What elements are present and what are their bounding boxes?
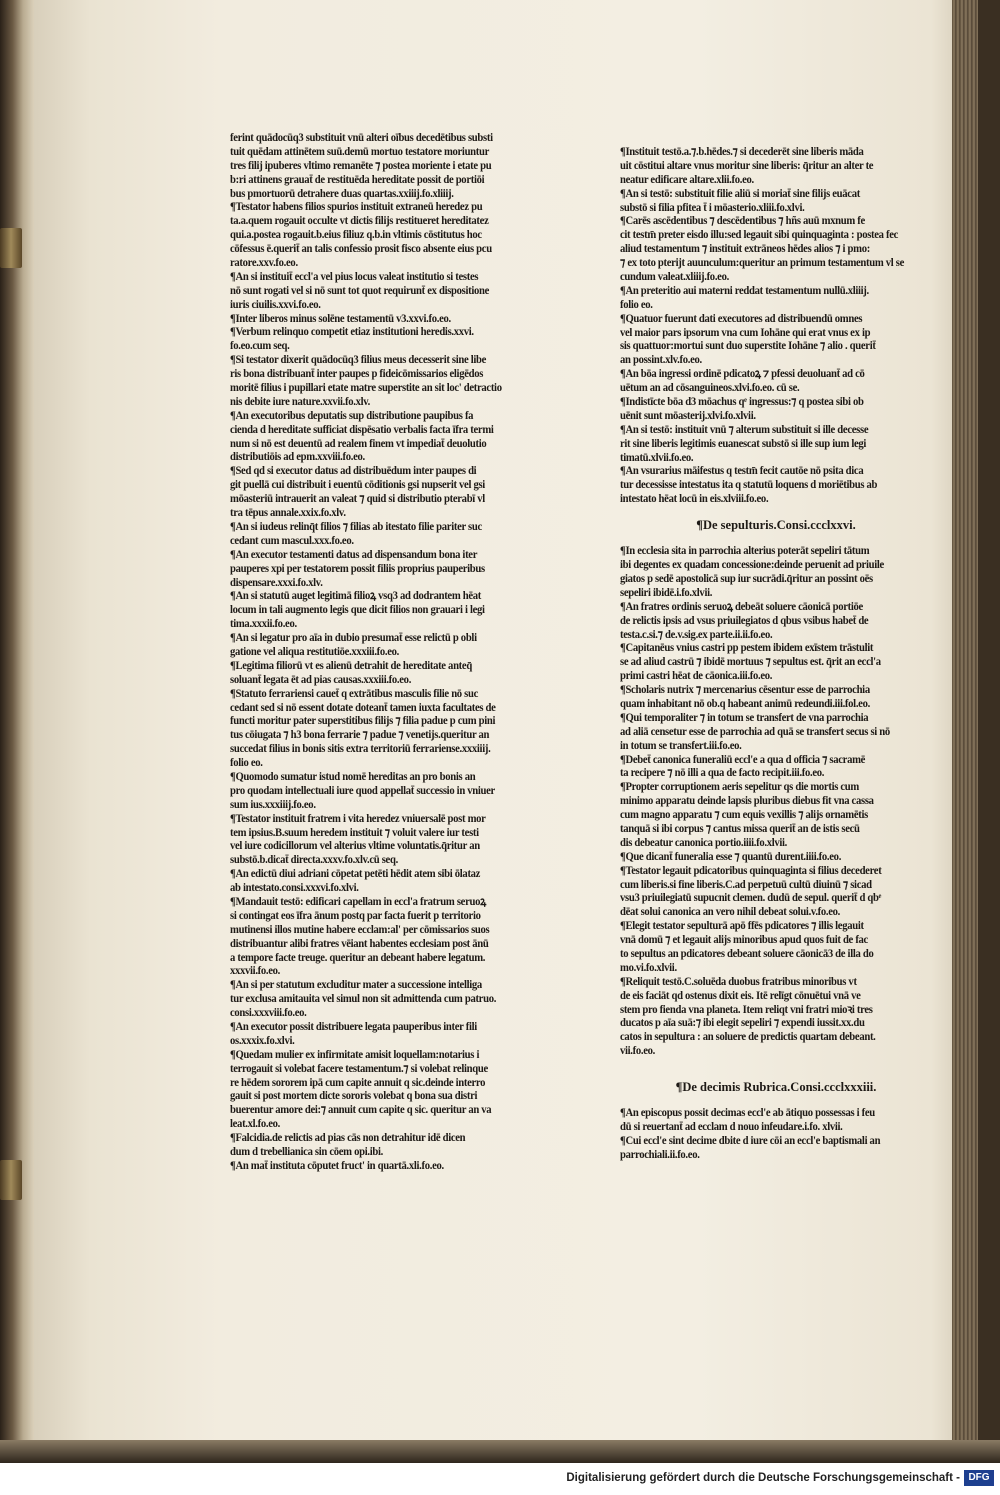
text-line: cundum valeat.xliiij.fo.eo. <box>620 270 729 284</box>
left-text-column <box>230 131 542 1173</box>
text-line: minimo apparatu deinde lapsis pluribus diebus fit vna cassa <box>620 794 874 808</box>
text-line: ¶Capitanēus vnius castri pp pestem ibidem exīstem trāstulit <box>620 641 874 655</box>
text-line: stem pro fienda vna planeta. Item reliqt vni fratri mioꝛi tres <box>620 1002 873 1016</box>
text-line: soluant̄ legata ēt ad pias causas.xxxiii.fo.eo. <box>230 672 412 686</box>
text-line: se ad aliud castrū ⁊ ibidē mortuus ⁊ sepultus est. q̄rit an eccl'a <box>620 655 881 669</box>
text-line: gauit si post mortem dicte sororis volebat q bona sua distri <box>230 1089 478 1103</box>
text-line: ¶Instituit testō.a.⁊.b.hēdes.⁊ si decederēt sine liberis māda <box>620 145 864 158</box>
text-line: folio eo. <box>230 756 263 770</box>
text-line: ¶An executor testamenti datus ad dispensandum bona iter <box>230 547 478 561</box>
section-decimis <box>620 1106 932 1162</box>
text-line: ¶Reliquit testō.C.soluēda duobus fratribus minoribus vt <box>620 974 857 988</box>
text-line: uētum an ad cōsanguineos.xlvi.fo.eo. cū se. <box>620 381 800 395</box>
right-text-column <box>620 145 932 1162</box>
text-line: pauperes xpi per testatorem possit filiis proprius pauperibus <box>230 561 485 575</box>
text-line: sum ius.xxxiiij.fo.eo. <box>230 797 316 811</box>
text-line: ¶An vsurarius māifestus q testm̄ fecit cautōe nō psita dica <box>620 464 864 478</box>
text-line: ¶An episcopus possit decimas eccl'e ab ātiquo possessas i feu <box>620 1106 875 1120</box>
section-testaments <box>620 145 932 506</box>
dfg-logo: DFG <box>964 1470 994 1486</box>
text-line: b:ri attinens grauat̄ de restituēda hereditate possit de portiōi <box>230 172 485 186</box>
footer-credit: Digitalisierung gefördert durch die Deutsche Forschungsgemeinschaft - <box>566 1472 960 1484</box>
footer-bar <box>0 1463 1000 1495</box>
text-line: nō sunt rogati vel si nō sunt tot quot requirunt̄ ex dispositione <box>230 283 490 297</box>
text-line: testa.c.si.⁊ de.v.sig.ex parte.ii.ii.fo.eo. <box>620 627 773 641</box>
text-line: ¶Quomodo sumatur istud nomē hereditas an pro bonis an <box>230 769 476 783</box>
text-line: ¶Falcidia.de relictis ad pias cās non detrahitur idē dicen <box>230 1131 466 1145</box>
text-line: cum liberis.si fine liberis.C.ad perpetuū cultū diuinū ⁊ sicad <box>620 877 872 891</box>
text-line: mutinensi illos mutine habere ecclam:al' per cōmissarios suos <box>230 922 490 936</box>
text-line: mōasteriū intrauerit an valeat ⁊ quid si distributio pterabī vl <box>230 492 485 506</box>
text-line: ¶Propter corruptionem aeris sepelitur qs die mortis cum <box>620 780 859 794</box>
text-line: dum d trebellianica sin cōem opi.ibi. <box>230 1145 383 1159</box>
text-line: mo.vi.fo.xlvii. <box>620 960 677 974</box>
text-line: bus pmortuorū detrahere duas quartas.xxiiij.fo.xliiij. <box>230 186 454 200</box>
text-line: git puellā cui distribuit i euentū cōditionis gsi nupserit vel gsi <box>230 478 485 492</box>
text-line: ¶Si testator dixerit quādocūq3 filius meus decesserit sine libe <box>230 353 487 367</box>
text-line: cit testm̄ preter eisdo illu:sed legauit sibi quinquaginta : postea fec <box>620 228 899 242</box>
text-line: fo.eo.cum seq. <box>230 339 290 353</box>
text-line: ¶An si instituit̄ eccl'a vel pius locus valeat institutio si testes <box>230 269 479 283</box>
text-line: vnā domū ⁊ et legauit alijs minoribus apud quos fuit de fac <box>620 933 868 947</box>
text-line: functi moritur pater superstitibus filijs ⁊ filia padue p cum pini <box>230 714 496 728</box>
text-line: substō si filia pfitea t̄ i mōasterio.xliii.fo.xlvi. <box>620 200 805 214</box>
text-line: timatū.xlvii.fo.eo. <box>620 450 694 464</box>
text-line: ¶An si legatur pro aīa in dubio presumat̄ esse relictū p obli <box>230 631 477 645</box>
text-line: ¶Indistīcte bōa d3 mōachus qᵉ ingressus:⁊ q postea sibi ob <box>620 395 864 409</box>
text-line: vel maior pars ipsorum vna cum Iohāne qui erat vnus ex ip <box>620 325 871 339</box>
text-line: ¶An bōa ingressi ordinē pdicatoꝝ ⁊ pfessi deuoluant̄ ad cō <box>620 367 865 381</box>
text-line: vel iure codicillorum vel alterius vltime voluntatis.q̄ritur an <box>230 839 480 853</box>
text-line: ducatos p aīa suā:⁊ ibi elegit sepeliri ⁊ expendi iussit.xx.du <box>620 1016 865 1030</box>
text-line: ¶An edictū diui adriani cōpetat petēti hēdit atem sibi ōlataz <box>230 867 481 881</box>
text-line: tur exclusa amitauita vel simul non sit admittenda cum patruo. <box>230 992 497 1006</box>
text-line: ¶Testator legauit pdicatoribus quinquaginta si filius decederet <box>620 863 882 877</box>
text-line: ¶An si per statutum excluditur mater a successione intelliga <box>230 978 482 992</box>
text-line: tima.xxxii.fo.eo. <box>230 617 297 631</box>
text-line: neatur edificare altare.xlii.fo.eo. <box>620 172 754 186</box>
text-line: os.xxxix.fo.xlvi. <box>230 1033 295 1047</box>
text-line: distribuantur alibi fratres vēiant habentes ecclesiam post ānū <box>230 936 489 950</box>
text-line: a tempore facte treuge. queritur an debeant habere legatum. <box>230 950 486 964</box>
text-line: leat.xl.fo.eo. <box>230 1117 280 1131</box>
text-line: num si nō est deuentū ad realem finem vt impediat̄ deuolutio <box>230 436 487 450</box>
clasp-bottom <box>0 1160 22 1200</box>
text-line: giatos p sedē apostolicā sup iur sucrādi.q̄ritur an possint oēs <box>620 571 873 585</box>
text-line: cum magno apparatu ⁊ cum equis vexillis ⁊ alijs ornamētis <box>620 808 868 822</box>
text-line: buerentur amore dei:⁊ annuit cum capite q sic. queritur an va <box>230 1103 492 1117</box>
page-bottom-edge <box>0 1440 1000 1464</box>
text-line: ¶Qui temporaliter ⁊ in totum se transfert de vna parrochia <box>620 710 869 724</box>
text-line: ¶Quedam mulier ex infirmitate amisit loquellam:notarius i <box>230 1047 480 1061</box>
text-line: in totum se transfert.iii.fo.eo. <box>620 738 742 752</box>
text-line: ¶Debet̄ canonica funeraliū eccl'e a qua d officia ⁊ sacramē <box>620 752 866 766</box>
text-line: tem ipsius.B.suum heredem instituit ⁊ voluit valere iur testi <box>230 825 479 839</box>
text-line: dēat solui canonica an vero nihil debeat solui.v.fo.eo. <box>620 905 841 919</box>
text-line: distributiōis ad epm.xxviii.fo.eo. <box>230 450 365 464</box>
text-line: ta recipere ⁊ nō illi a qua de facto recipit.iii.fo.eo. <box>620 766 825 780</box>
page-edges <box>952 0 978 1462</box>
text-line: primi castri hēat de cāonica.iii.fo.eo. <box>620 669 773 683</box>
text-line: uēnit sunt mōasterij.xlvi.fo.xlvii. <box>620 408 756 422</box>
text-line: ¶Statuto ferrariensi cauet̄ q extrātibus masculis filie nō suc <box>230 686 479 700</box>
text-line: ratore.xxv.fo.eo. <box>230 256 298 270</box>
text-line: xxxvii.fo.eo. <box>230 964 281 978</box>
text-line: tuit quēdam attinētem suū.demū mortuo testatore moriuntur <box>230 144 490 158</box>
text-line: ¶An executor possit distribuere legata pauperibus inter fili <box>230 1020 477 1033</box>
text-line: ¶In ecclesia sita in parrochia alterius poterāt sepeliri tātum <box>620 544 870 558</box>
text-line: ad aliā censetur esse de parrochia ad quā se transfert secus si nō <box>620 724 890 738</box>
text-line: ¶Scholaris nutrix ⁊ mercenarius cēsentur esse de parrochia <box>620 683 870 697</box>
text-line: tanquā si ibi corpus ⁊ cantus missa querit̄ an de istis secū <box>620 821 860 835</box>
text-line: consi.xxxviii.fo.eo. <box>230 1006 307 1020</box>
text-line: vsu3 priuilegiatū supucnit clemen. dudū de sepul. querit̄ d qbᵉ <box>620 891 882 905</box>
text-line: ¶An executoribus deputatis sup distributione paupibus fa <box>230 408 474 422</box>
section-sepulturis <box>620 544 932 1058</box>
text-line: ¶Que dicant̄ funeralia esse ⁊ quantū durent.iiii.fo.eo. <box>620 849 842 863</box>
text-line: succedat filius in bonis sitis extra territoriū ferrariense.xxxiiij. <box>230 742 491 756</box>
text-line: nis debite iure nature.xxvii.fo.xlv. <box>230 394 371 408</box>
text-line: terrogauit si volebat facere testamentum.⁊ si volebat relinque <box>230 1061 488 1075</box>
text-line: intestato hēat locū in eis.xlviii.fo.eo. <box>620 492 769 506</box>
text-line: cedant sed si nō essent dotate doteant̄ tamen iuxta facultates de <box>230 700 496 714</box>
text-line: aliud testamentum ⁊ instituit extrāneos hēdes alios ⁊ i pmo: <box>620 242 870 256</box>
text-line: ¶Verbum relinquo competit etiaz institutioni heredis.xxvi. <box>230 325 474 339</box>
text-line: catos in sepultura : an soluere de predictis quartam debeant. <box>620 1030 876 1044</box>
text-line: ¶An preteritio aui materni reddat testamentum nullū.xliiij. <box>620 283 869 297</box>
heading-de-decimis: ¶De decimis Rubrica.Consi.ccclxxxiii. <box>675 1080 877 1095</box>
text-line: ¶Sed qd si executor datus ad distribuēdum inter paupes di <box>230 464 477 478</box>
text-line: ¶An mat̄ instituta cōputet fruct' in quartā.xli.fo.eo. <box>230 1158 444 1172</box>
text-line: ¶Testator instituit fratrem i vita heredez vniuersalē post mor <box>230 811 486 825</box>
text-line: ¶Cui eccl'e sint decime dbite d iure cōi an eccl'e baptismali an <box>620 1133 881 1147</box>
text-line: an possint.xlv.fo.eo. <box>620 353 702 367</box>
text-line: sis quattuor:mortui sunt duo superstite Iohāne ⁊ alio . querit̄ <box>620 339 876 353</box>
text-line: locum in tali augmento legis que dicit filios non grauari i legi <box>230 603 485 617</box>
text-line: uit cōstitui altare vnus moritur sine liberis: q̄ritur an alter te <box>620 158 874 172</box>
text-line: tra tēpus annale.xxix.fo.xlv. <box>230 506 346 520</box>
text-line: ¶Mandauit testō: edificari capellam in eccl'a fratrum seruoꝝ <box>230 894 486 908</box>
text-line: ¶Testator habens filios spurios instituit extraneū heredez pu <box>230 200 483 214</box>
text-line: substō.b.dicat̄ directa.xxxv.fo.xlv.cū seq. <box>230 853 398 867</box>
text-line: ¶An si iudeus relinq̄t filios ⁊ filias ab itestato filie pariter suc <box>230 519 482 533</box>
text-line: cedant cum mascul.xxx.fo.eo. <box>230 533 354 547</box>
text-line: si contingat eos īfra ānum postq par facta fuerit p territorio <box>230 908 481 922</box>
text-line: gatione vel aliqua restitutiōe.xxxiii.fo.eo. <box>230 644 400 658</box>
text-line: pro quodam intellectuali iure quod appellat̄ successio in vniuer <box>230 783 495 797</box>
text-line: ¶An si statutū auget legitimā filioꝝ vsq3 ad dodrantem hēat <box>230 589 482 603</box>
text-line: ibi degentes ex quadam concessione:deinde peruenit ad priuile <box>620 558 884 572</box>
text-line: tus cōiugata ⁊ h3 bona ferrarie ⁊ padue ⁊ venetijs.queritur an <box>230 728 490 742</box>
text-line: sepeliri ibidē.i.fo.xlvii. <box>620 585 713 599</box>
text-line: quam inhabitant nō ob.q habeant animū redeundi.iii.fol.eo. <box>620 696 870 710</box>
text-line: tres filij ipuberes vltimo remanēte ⁊ postea moriente i etate pu <box>230 158 492 172</box>
text-line: ¶Carēs ascēdentibus ⁊ descēdentibus ⁊ hñs auū mxnum fe <box>620 214 865 228</box>
text-line: ¶Quatuor fuerunt dati executores ad distribuendū omnes <box>620 311 863 325</box>
text-line: dū si reuertant̄ ad ecclam d nouo infeudare.i.fo. xlvii. <box>620 1120 843 1133</box>
text-line: dis debeatur canonica portio.iiii.fo.xlvii. <box>620 835 788 849</box>
text-line: de eis faciāt qd ostenus dixit eis. Itē relīgt cōnuētui vnā ve <box>620 988 861 1002</box>
text-line: vii.fo.eo. <box>620 1044 656 1058</box>
text-line: ferint quādocūq3 substituit vnū alteri oībus decedētibus substi <box>230 131 493 144</box>
text-line: ta.a.quem rogauit occulte vt dictis filijs restitueret hereditatez <box>230 214 489 228</box>
text-line: folio eo. <box>620 297 653 311</box>
text-line: ¶Elegit testator sepulturā apō ffēs pdicatores ⁊ illis legauit <box>620 919 864 933</box>
text-line: ¶An si testō: substituit filie aliū si moriat̄ sine filijs euācat <box>620 186 860 200</box>
text-line: ris bona distribuant̄ inter paupes p fideicōmissarios eligēdos <box>230 367 484 381</box>
text-line: to sepultus an pdicatores debeant soluere cāonicā3 de illa do <box>620 946 874 960</box>
text-line: ¶An fratres ordinis seruoꝝ debeāt soluere cāonicā portiōe <box>620 599 863 613</box>
text-line: cōfessus ē.querit̄ an talis confessio prosit fisco absente eius pcu <box>230 242 492 256</box>
text-line: ¶Legitima filiorū vt es alienū detrahit de hereditate anteq̄ <box>230 658 472 672</box>
text-line: moritē filius i pupillari etate matre superstite an sit loc' detractio <box>230 381 502 395</box>
text-line: ¶An si testō: instituit vnū ⁊ alterum substituit si ille decesse <box>620 422 869 436</box>
text-line: re hēdem sororem ipā cum capite annuit q sic.deinde interro <box>230 1075 486 1089</box>
text-line: iuris ciuilis.xxvi.fo.eo. <box>230 297 321 311</box>
text-line: de relictis ipsis ad vsus priuilegiatos d qbus vsibus habet̄ de <box>620 613 869 627</box>
heading-de-sepulturis: ¶De sepulturis.Consi.ccclxxvi. <box>696 518 856 533</box>
text-line: tur decessisse intestatus ita q statutū loquens d moriētibus ab <box>620 478 878 492</box>
text-line: ⁊ ex toto pterijt auunculum:queritur an primum testamentum vl se <box>620 256 905 270</box>
text-line: parrochiali.ii.fo.eo. <box>620 1147 700 1161</box>
text-line: ¶Inter liberos minus solēne testamentū v3.xxvi.fo.eo. <box>230 311 451 325</box>
text-line: cienda d hereditate sufficiat dispēsatio verbalis facta īfra termi <box>230 422 494 436</box>
text-line: ab intestato.consi.xxxvi.fo.xlvi. <box>230 881 359 895</box>
text-line: qui.a.postea rogauit.b.eius filiuz q.b.in vltimis cōstitutus hoc <box>230 228 482 242</box>
text-line: dispensare.xxxi.fo.xlv. <box>230 575 323 589</box>
clasp-top <box>0 228 22 268</box>
text-line: rit sine liberis legitimis euanescat substō si ille sup ium legi <box>620 436 867 450</box>
